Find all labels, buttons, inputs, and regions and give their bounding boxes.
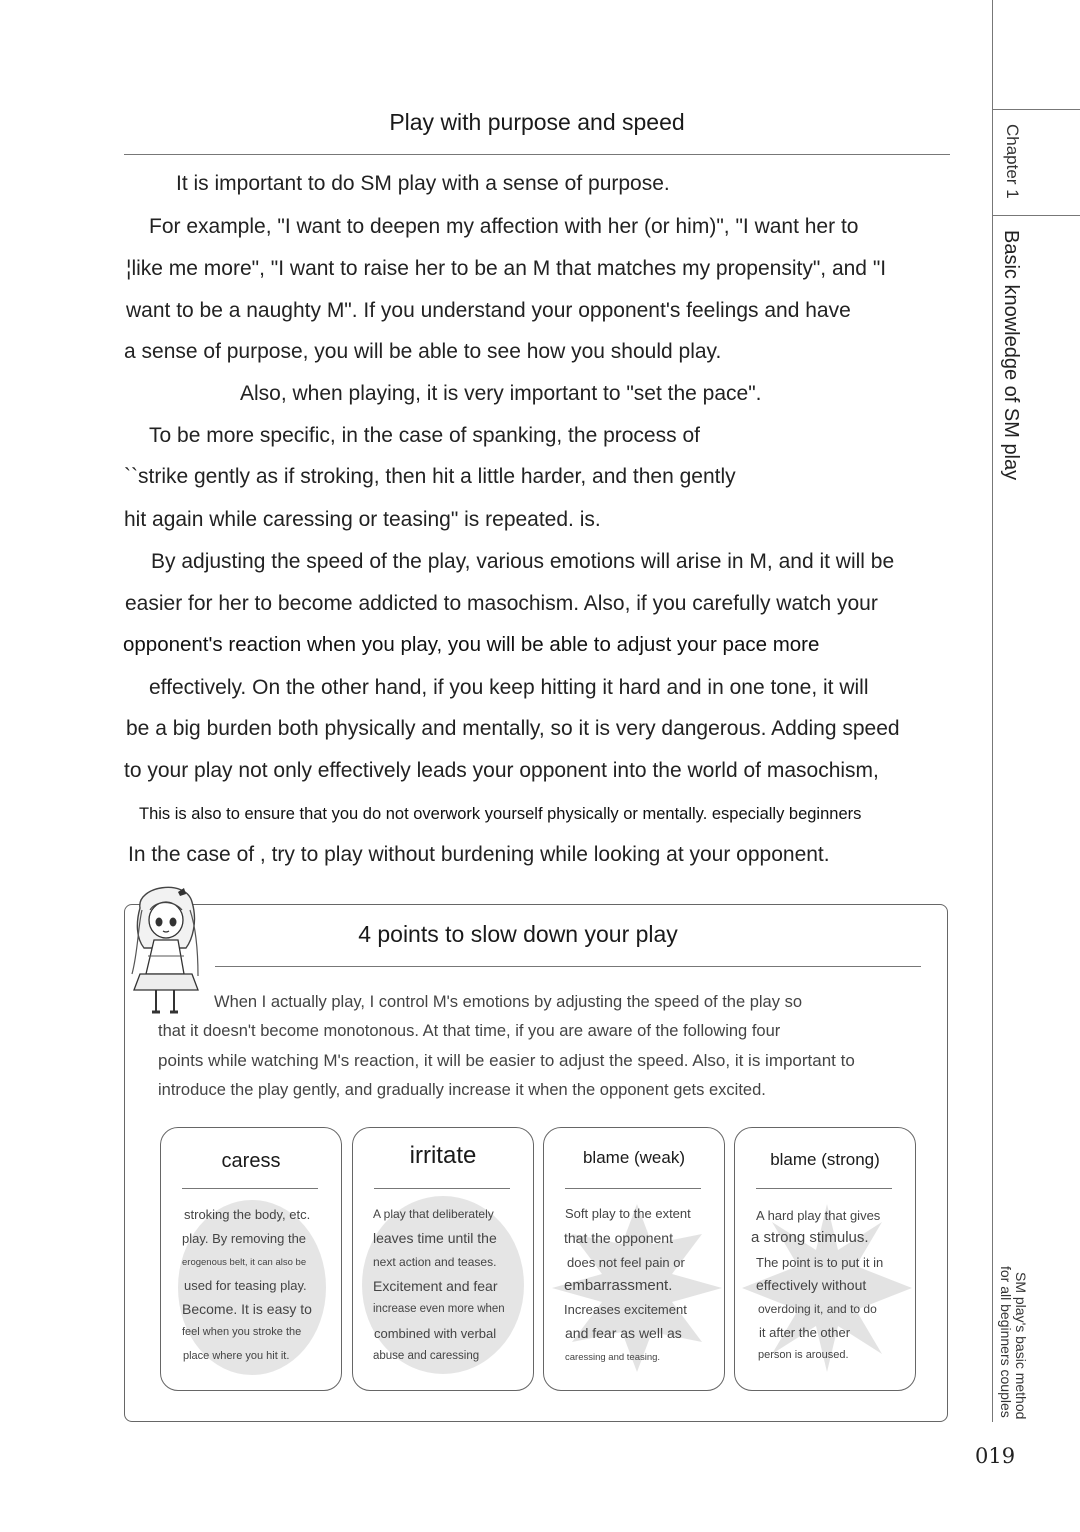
card-irritate-rule [374,1188,510,1189]
card-blame-weak-line: Soft play to the extent [565,1206,691,1221]
tips-box-title: 4 points to slow down your play [358,921,678,947]
card-blame-weak-line: and fear as well as [565,1325,682,1341]
card-irritate-line: leaves time until the [373,1230,497,1246]
card-irritate-line: abuse and caressing [373,1350,480,1362]
card-irritate-line: next action and teases. [373,1255,497,1269]
card-blame-weak-line: does not feel pain or [567,1255,685,1270]
card-caress-line: erogenous belt, it can also be [182,1257,307,1268]
sidebar-book-title-line2: for all beginners couples [998,1266,1014,1418]
card-caress-line: stroking the body, etc. [184,1207,311,1222]
body-line: ¦like me more", "I want to raise her to be an M that matches my propensity", and "I [126,257,887,280]
body-line: to your play not only effectively leads your opponent into the world of masochism, [124,759,879,782]
sidebar-book-title-line1: SM play's basic method [1013,1272,1029,1420]
card-irritate-line: A play that deliberately [373,1207,494,1221]
tips-box-line: points while watching M's reaction, it will be easier to adjust the speed. Also, it is important to [158,1051,855,1070]
card-caress-title: caress [221,1150,281,1172]
card-blame-weak-rule [565,1188,701,1189]
body-line: effectively. On the other hand, if you keep hitting it hard and in one tone, it will [149,676,869,699]
card-caress-rule [182,1188,318,1189]
card-blame-strong-line: A hard play that gives [756,1208,881,1223]
card-blame-strong-line: it after the other [759,1325,851,1340]
sidebar-divider [992,0,993,1422]
card-blame-strong-line: The point is to put it in [756,1255,884,1270]
card-blame-weak-line: Increases excitement [564,1302,687,1317]
body-line: This is also to ensure that you do not overwork yourself physically or mentally. especially beginners [139,805,862,823]
tips-box-title-underline [215,966,921,967]
card-caress-line: place where you hit it. [183,1350,290,1362]
card-blame-strong-line: person is aroused. [758,1349,849,1361]
card-blame-strong-rule [756,1188,892,1189]
card-caress-line: Become. It is easy to [182,1301,312,1317]
body-line: Also, when playing, it is very important to "set the pace". [240,382,762,405]
character-illustration [126,878,204,1018]
body-line: hit again while caressing or teasing" is repeated. is. [124,508,601,531]
page-number: 019 [975,1444,1016,1468]
body-line: ``strike gently as if stroking, then hit a little harder, and then gently [124,465,736,488]
tips-box-line: that it doesn't become monotonous. At that time, if you are aware of the following four [158,1022,781,1040]
body-line: opponent's reaction when you play, you will be able to adjust your pace more [123,633,820,656]
card-blame-strong-line: effectively without [756,1277,867,1293]
tips-box-line: When I actually play, I control M's emotions by adjusting the speed of the play so [214,993,802,1011]
card-irritate-line: increase even more when [373,1303,505,1315]
sidebar-chapter-label: Chapter 1 [1003,124,1022,199]
card-blame-strong-title: blame (strong) [770,1150,880,1169]
card-irritate-title: irritate [409,1142,477,1169]
body-line: want to be a naughty M". If you understand your opponent's feelings and have [126,299,851,322]
card-caress-line: play. By removing the [182,1231,307,1246]
sidebar-rule-top [993,109,1080,110]
card-irritate-line: Excitement and fear [373,1278,498,1294]
body-line: By adjusting the speed of the play, various emotions will arise in M, and it will be [151,550,895,573]
sidebar-section-label: Basic knowledge of SM play [1000,230,1022,481]
body-line: a sense of purpose, you will be able to see how you should play. [124,340,722,363]
body-line: easier for her to become addicted to masochism. Also, if you carefully watch your [125,592,878,615]
body-line: It is important to do SM play with a sense of purpose. [176,172,670,195]
card-blame-weak-title: blame (weak) [582,1148,686,1167]
card-caress-line: used for teasing play. [184,1278,307,1293]
card-blame-weak-line: that the opponent [564,1230,673,1246]
card-blame-weak-line: caressing and teasing. [565,1352,661,1363]
card-irritate-line: combined with verbal [374,1326,497,1341]
tips-box-line: introduce the play gently, and gradually increase it when the opponent gets excited. [158,1081,766,1099]
card-caress-line: feel when you stroke the [182,1326,302,1338]
sidebar-rule-mid [993,215,1080,216]
card-blame-strong-line: a strong stimulus. [751,1229,869,1246]
card-blame-strong-line: overdoing it, and to do [758,1302,877,1316]
body-line: For example, "I want to deepen my affection with her (or him)", "I want her to [149,215,859,238]
body-line: be a big burden both physically and mentally, so it is very dangerous. Adding speed [126,717,900,740]
body-line: To be more specific, in the case of spanking, the process of [149,424,700,447]
section-title: Play with purpose and speed [389,109,685,135]
card-blame-weak-line: embarrassment. [564,1277,673,1294]
title-underline [124,154,950,155]
body-line: In the case of , try to play without burdening while looking at your opponent. [128,843,830,866]
